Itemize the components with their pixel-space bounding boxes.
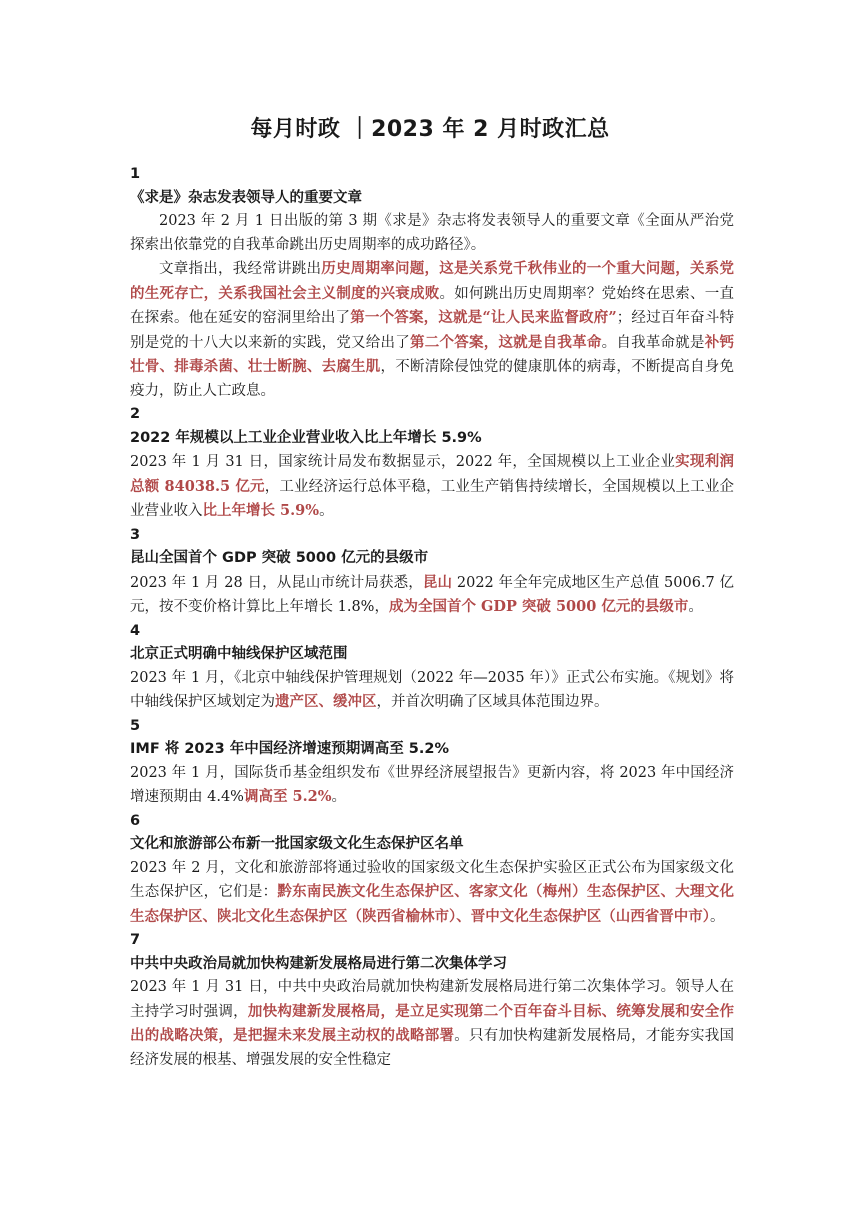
item-paragraph <box>130 571 734 620</box>
item-heading: 2022 年规模以上工业企业营业收入比上年增长 5.9% <box>130 429 482 446</box>
item-paragraph <box>130 976 734 1072</box>
highlighted-text: 黔东南民族文化生态保护区、客家文化（梅州）生态保护区、大理文化生态保护区、陕北文化生态保护区（陕西省榆林市）、晋中文化生态保护区（山西省晋中市） <box>130 883 734 925</box>
body-text: 2023 年 1 月 28 日，从昆山市统计局获悉， <box>130 574 423 591</box>
body-text: 2022 年全年完成地区生产总值 5006.7 亿元，按不变价格计算比上年增长 1.8%， <box>130 574 735 615</box>
page-title: 每月时政 ｜2023 年 2 月时政汇总 <box>250 117 610 142</box>
highlighted-text: 比上年增长 5.9% <box>202 502 320 519</box>
item-number: 6 <box>130 812 141 829</box>
body-text: ；经过百年奋斗特别是党的十八大以来新的实践，党又给出了 <box>130 310 735 351</box>
item-heading: 《求是》杂志发表领导人的重要文章 <box>130 189 362 206</box>
item-number: 4 <box>130 622 141 639</box>
body-text: 。如何跳出历史周期率？党始终在思索、一直在探索。他在延安的窑洞里给出了 <box>130 285 735 326</box>
highlighted-text: 昆山 <box>422 573 453 591</box>
highlighted-text: 第二个答案，这就是自我革命 <box>410 333 602 351</box>
highlighted-text: 遗产区、缓冲区 <box>275 693 377 710</box>
item-heading: 昆山全国首个 GDP 突破 5000 亿元的县级市 <box>130 550 429 566</box>
highlighted-text: 实现利润总额 84038.5 亿元 <box>130 453 735 495</box>
item-heading: 中共中央政治局就加快构建新发展格局进行第二次集体学习 <box>130 955 507 972</box>
body-text: 。 <box>710 908 725 925</box>
item-number: 3 <box>130 526 141 543</box>
news-item <box>130 929 734 1072</box>
body-text: ，工业经济运行总体平稳，工业生产销售持续增长，全国规模以上工业企业营业收入 <box>130 478 734 519</box>
news-item <box>130 620 734 715</box>
body-text: 2023 年 1 月 31 日，中共中央政治局就加快构建新发展格局进行第二次集体学习。领导人在主持学习时强调， <box>130 979 734 1020</box>
body-text: 2023 年 1 月，国际货币基金组织发布《世界经济展望报告》更新内容，将 2023 年中国经济增速预期由 4.4% <box>130 764 734 805</box>
body-text: 。 <box>688 599 703 615</box>
news-item <box>130 403 734 524</box>
item-paragraph <box>130 257 734 403</box>
body-text: 。只有加快构建新发展格局，才能夯实我国经济发展的根基、增强发展的安全性稳定 <box>130 1028 735 1068</box>
item-heading: 北京正式明确中轴线保护区域范围 <box>130 646 348 662</box>
body-text: 。自我革命就是 <box>601 334 705 351</box>
item-heading: 文化和旅游部公布新一批国家级文化生态保护区名单 <box>130 836 464 852</box>
article-list <box>130 163 734 1072</box>
body-text: 。 <box>319 503 334 519</box>
body-text: ，不断清除侵蚀党的健康肌体的病毒，不断提高自身免疫力，防止人亡政息。 <box>130 359 735 399</box>
item-number: 2 <box>130 406 141 422</box>
highlighted-text: 第一个答案，这就是“让人民来监督政府” <box>350 309 617 326</box>
item-paragraph <box>130 762 734 810</box>
body-text: 文章指出，我经常讲跳出 <box>159 261 322 277</box>
body-text: 2023 年 1 月 31 日，国家统计局发布数据显示，2022 年，全国规模以上工业企业 <box>130 454 676 470</box>
item-paragraph <box>130 210 734 257</box>
body-text: 。 <box>331 789 347 805</box>
body-text: 2023 年 1 月，《北京中轴线保护管理规划（2022 年—2035 年）》正式公布实施。《规划》将中轴线保护区域划定为 <box>130 669 734 710</box>
item-heading: IMF 将 2023 年中国经济增速预期调高至 5.2% <box>130 741 449 757</box>
item-paragraph <box>130 450 734 524</box>
highlighted-text: 成为全国首个 GDP 突破 5000 亿元的县级市 <box>388 598 689 615</box>
body-text: ，并首次明确了区域具体范围边界。 <box>376 694 609 710</box>
news-item <box>130 715 734 810</box>
highlighted-text: 调高至 5.2% <box>243 788 332 805</box>
news-item <box>130 524 734 620</box>
highlighted-text: 补钙壮骨、排毒杀菌、壮士断腕、去腐生肌 <box>130 333 735 375</box>
body-text: 2023 年 2 月 1 日出版的第 3 期《求是》杂志将发表领导人的重要文章《全面从严治党探索出依靠党的自我革命跳出历史周期率的成功路径》。 <box>130 213 734 253</box>
item-paragraph <box>130 857 734 930</box>
news-item <box>130 163 734 403</box>
highlighted-text: 历史周期率问题，这是关系党千秋伟业的一个重大问题，关系党的生死存亡，关系我国社会主义制度的兴衰成败 <box>130 260 734 302</box>
item-paragraph <box>130 667 734 715</box>
item-number: 7 <box>130 932 141 948</box>
body-text: 2023 年 2 月，文化和旅游部将通过验收的国家级文化生态保护实验区正式公布为国家级文化生态保护区，它们是： <box>130 859 734 900</box>
item-number: 1 <box>130 166 141 182</box>
highlighted-text: 加快构建新发展格局，是立足实现第二个百年奋斗目标、统筹发展和安全作出的战略决策，是把握未来发展主动权的战略部署 <box>130 1002 735 1044</box>
news-item <box>130 810 734 930</box>
item-number: 5 <box>130 717 141 734</box>
